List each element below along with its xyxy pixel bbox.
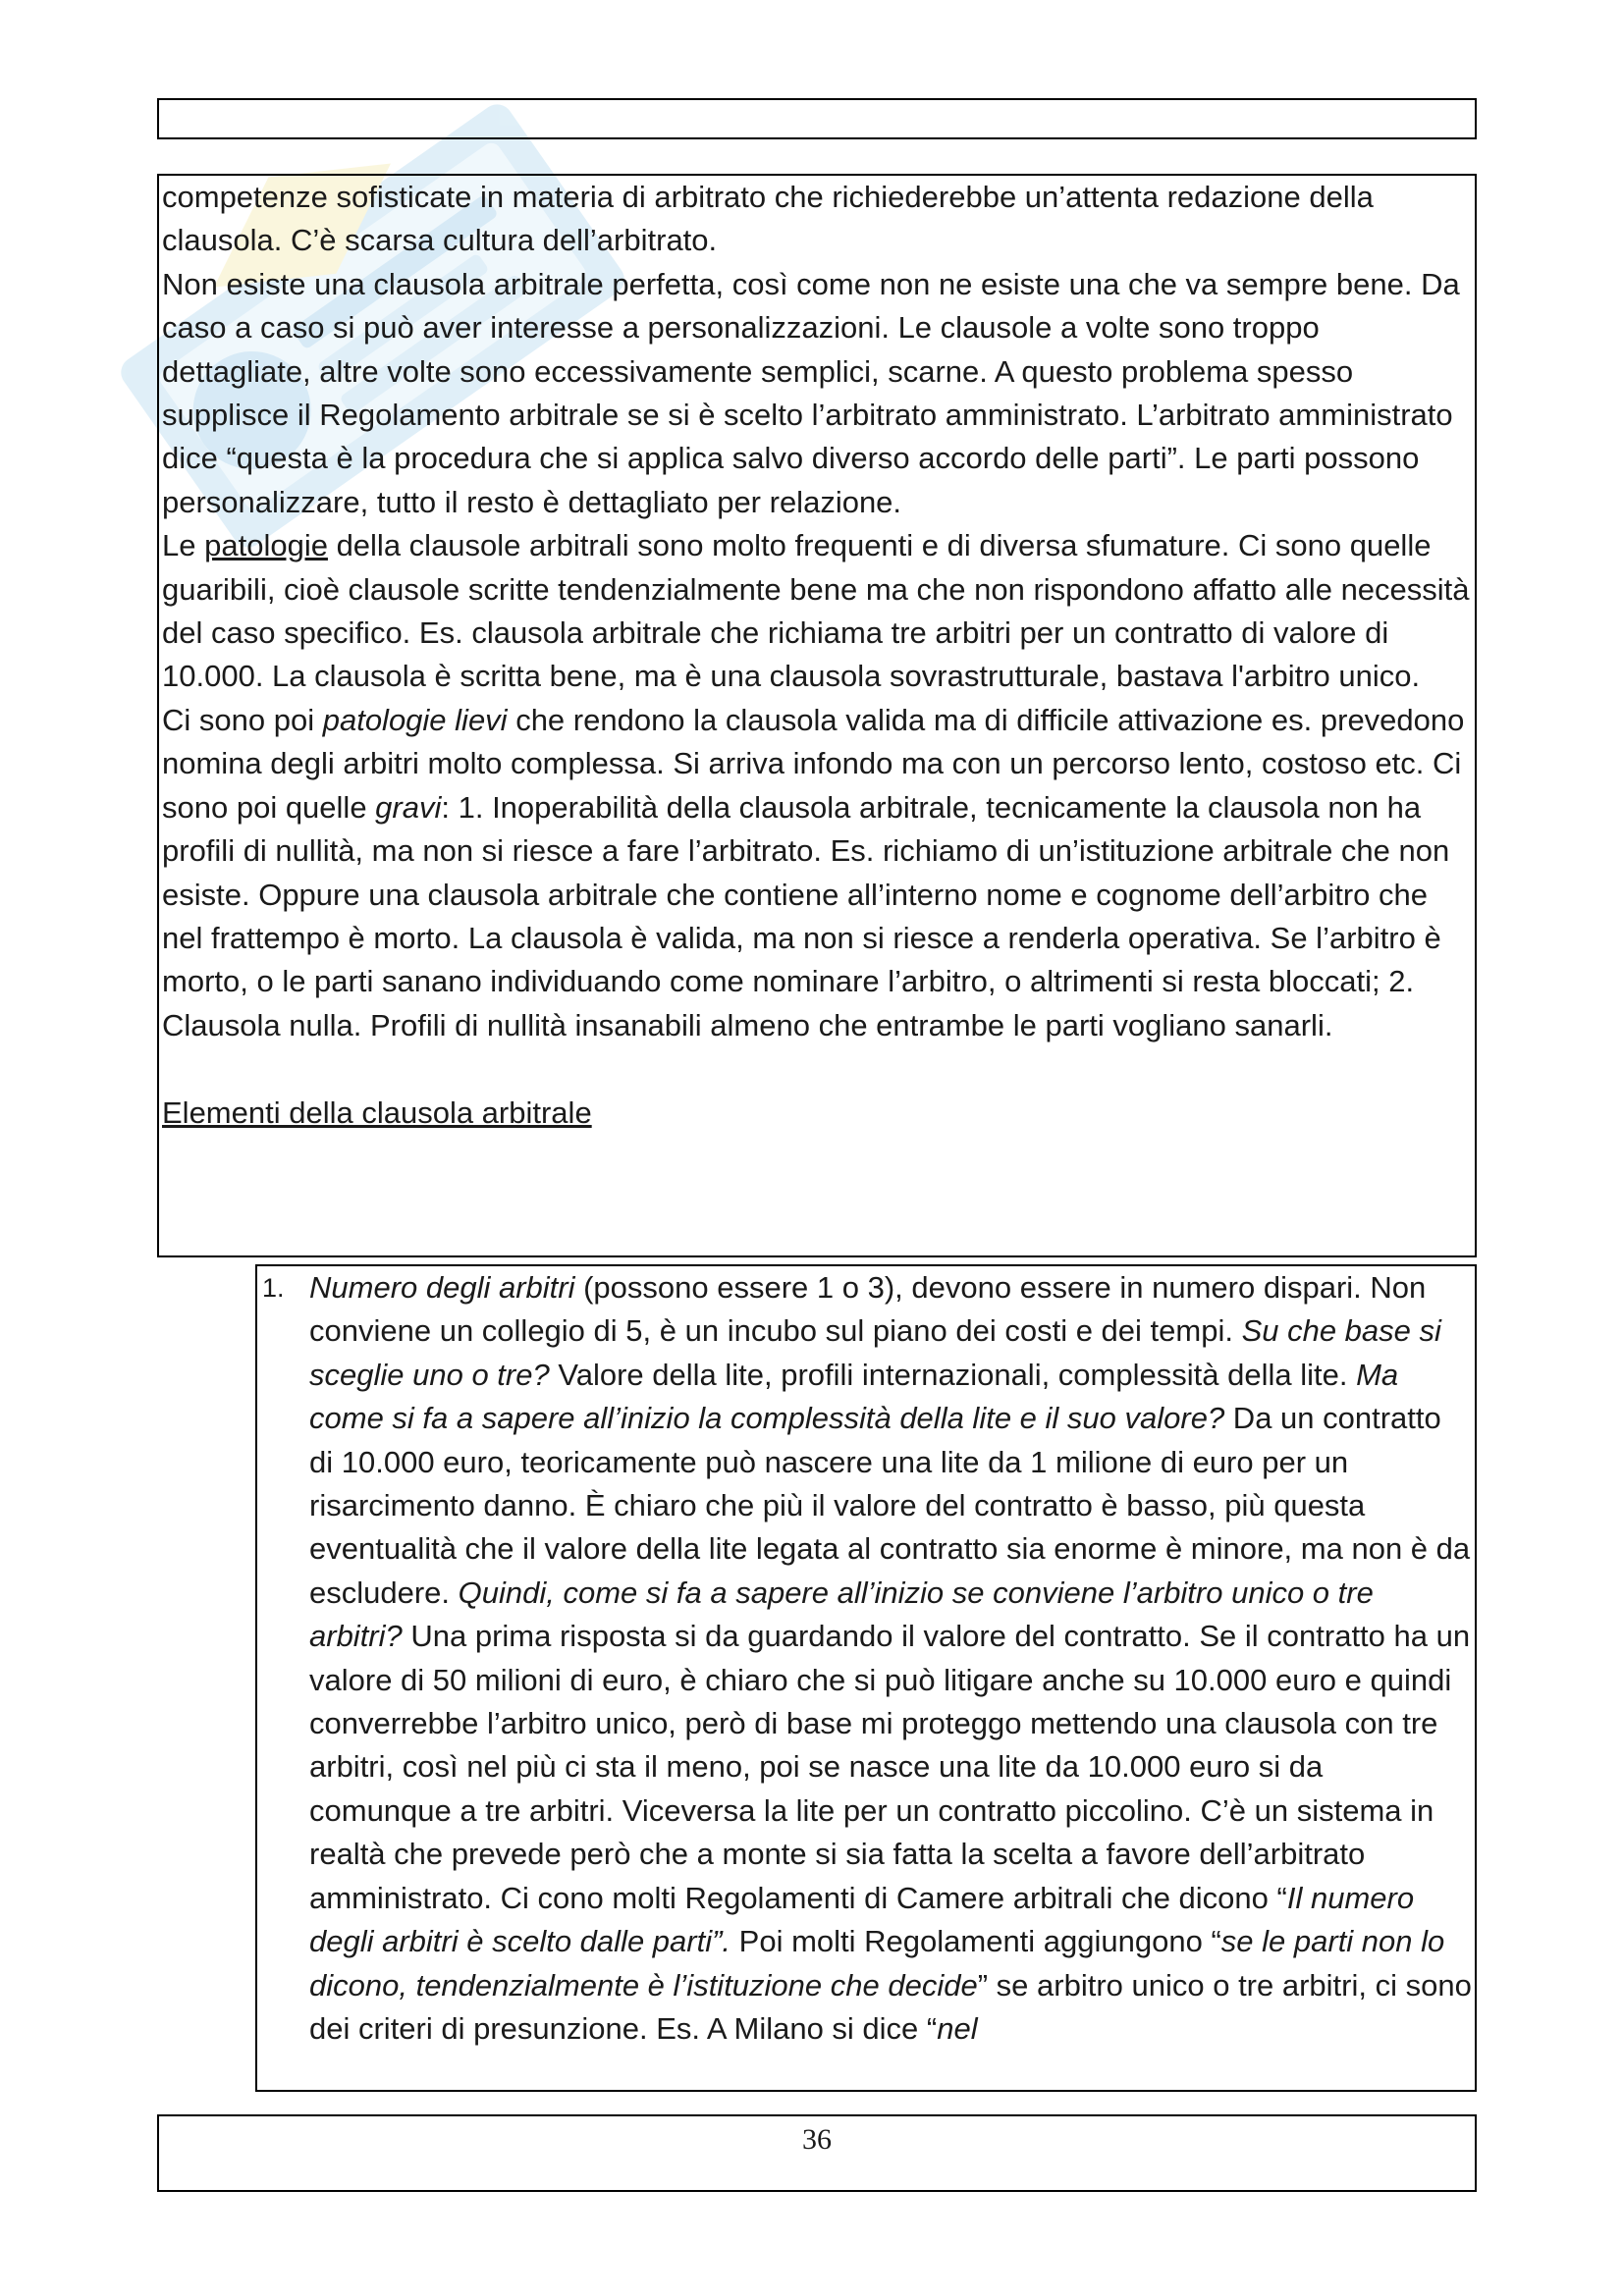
footer-box [157, 2114, 1477, 2192]
paragraph-3: Le patologie della clausole arbitrali sono molto frequenti e di diversa sfumature. Ci sono quelle guaribili, cioè clausole scritte tendenzialmente bene ma che non rispondono affatto alle necessità del caso specifico. Es. clausola arbitrale che richiama tre arbitri per un contratto di valore di 10.000. La clausola è scritta bene, ma è una clausola sovrastrutturale, bastava l'arbitro unico. [162, 528, 1470, 694]
patologie-term: patologie [204, 528, 328, 563]
page-number: 36 [802, 2123, 832, 2156]
list-item: 1. Numero degli arbitri (possono essere 1 o 3), devono essere in numero dispari. Non conviene un collegio di 5, è un incubo sul piano dei costi e dei tempi. Su che base si sceglie uno o tre? Valore della lite, profili internazionali, complessità della lite. Ma come si fa a sapere all’inizio la complessità della lite e il suo valore? Da un contratto di 10.000 euro, teoricamente può nascere una lite da 1 milione di euro per un risarcimento danno. È chiaro che più il valore del contratto è basso, più questa eventualità che il valore della lite legata al contratto sia enorme è minore, ma non è da escludere. Quindi, come si fa a sapere all’inizio se conviene l’arbitro unico o tre arbitri? Una prima risposta si da guardando il valore del contratto. Se il contratto ha un valore di 50 milioni di euro, è chiaro che si può litigare anche su 10.000 euro e quindi converrebbe l’arbitro unico, però di base mi proteggo mettendo una clausola con tre arbitri, così nel più ci sta il meno, poi se nasce una lite da 10.000 euro si da comunque a tre arbitri. Viceversa la lite per un contratto piccolino. C’è un sistema in realtà che prevede però che a monte si sia fatta la scelta a favore dell’arbitrato amministrato. Ci cono molti Regolamenti di Camere arbitrali che dicono “Il numero degli arbitri è scelto dalle parti”. Poi molti Regolamenti aggiungono “se le parti non lo dicono, tendenzialmente è l’istituzione che decide” se arbitro unico o tre arbitri, ci sono dei criteri di presunzione. Es. A Milano si dice “nel [260, 1266, 1472, 2051]
list-item-number: 1. [262, 1273, 285, 1303]
section-heading: Elementi della clausola arbitrale [162, 1095, 592, 1130]
blank-line [162, 1047, 1472, 1091]
main-text-box [157, 174, 1477, 1257]
paragraph-4: Ci sono poi patologie lievi che rendono la clausola valida ma di difficile attivazione es. prevedono nomina degli arbitri molto complessa. Si arriva infondo ma con un percorso lento, costoso etc. Ci sono poi quelle gravi: 1. Inoperabilità della clausola arbitrale, tecnicamente la clausola non ha profili di nullità, ma non si riesce a fare l’arbitrato. Es. richiamo di un’istituzione arbitrale che non esiste. Oppure una clausola arbitrale che contiene all’interno nome e cognome dell’arbitro che nel frattempo è morto. La clausola è valida, ma non si riesce a renderla operativa. Se l’arbitro è morto, o le parti sanano individuando come nominare l’arbitro, o altrimenti si resta bloccati; 2. Clausola nulla. Profili di nullità insanabili almeno che entrambe le parti vogliano sanarli. [162, 702, 1465, 1042]
paragraph-2: Non esiste una clausola arbitrale perfetta, così come non ne esiste una che va sempre bene. Da caso a caso si può aver interesse a personalizzazioni. Le clausole a volte sono troppo dettagliate, altre volte sono eccessivamente semplici, scarne. A questo problema spesso supplisce il Regolamento arbitrale se si è scelto l’arbitrato amministrato. L’arbitrato amministrato dice “questa è la procedura che si applica salvo diverso accordo delle parti”. Le parti possono personalizzare, tutto il resto è dettagliato per relazione. [162, 266, 1460, 519]
paragraph-1: competenze sofisticate in materia di arbitrato che richiederebbe un’attenta redazione della clausola. C’è scarsa cultura dell’arbitrato. [162, 180, 1374, 258]
header-box [157, 98, 1477, 139]
numbered-list-box [255, 1264, 1477, 2092]
